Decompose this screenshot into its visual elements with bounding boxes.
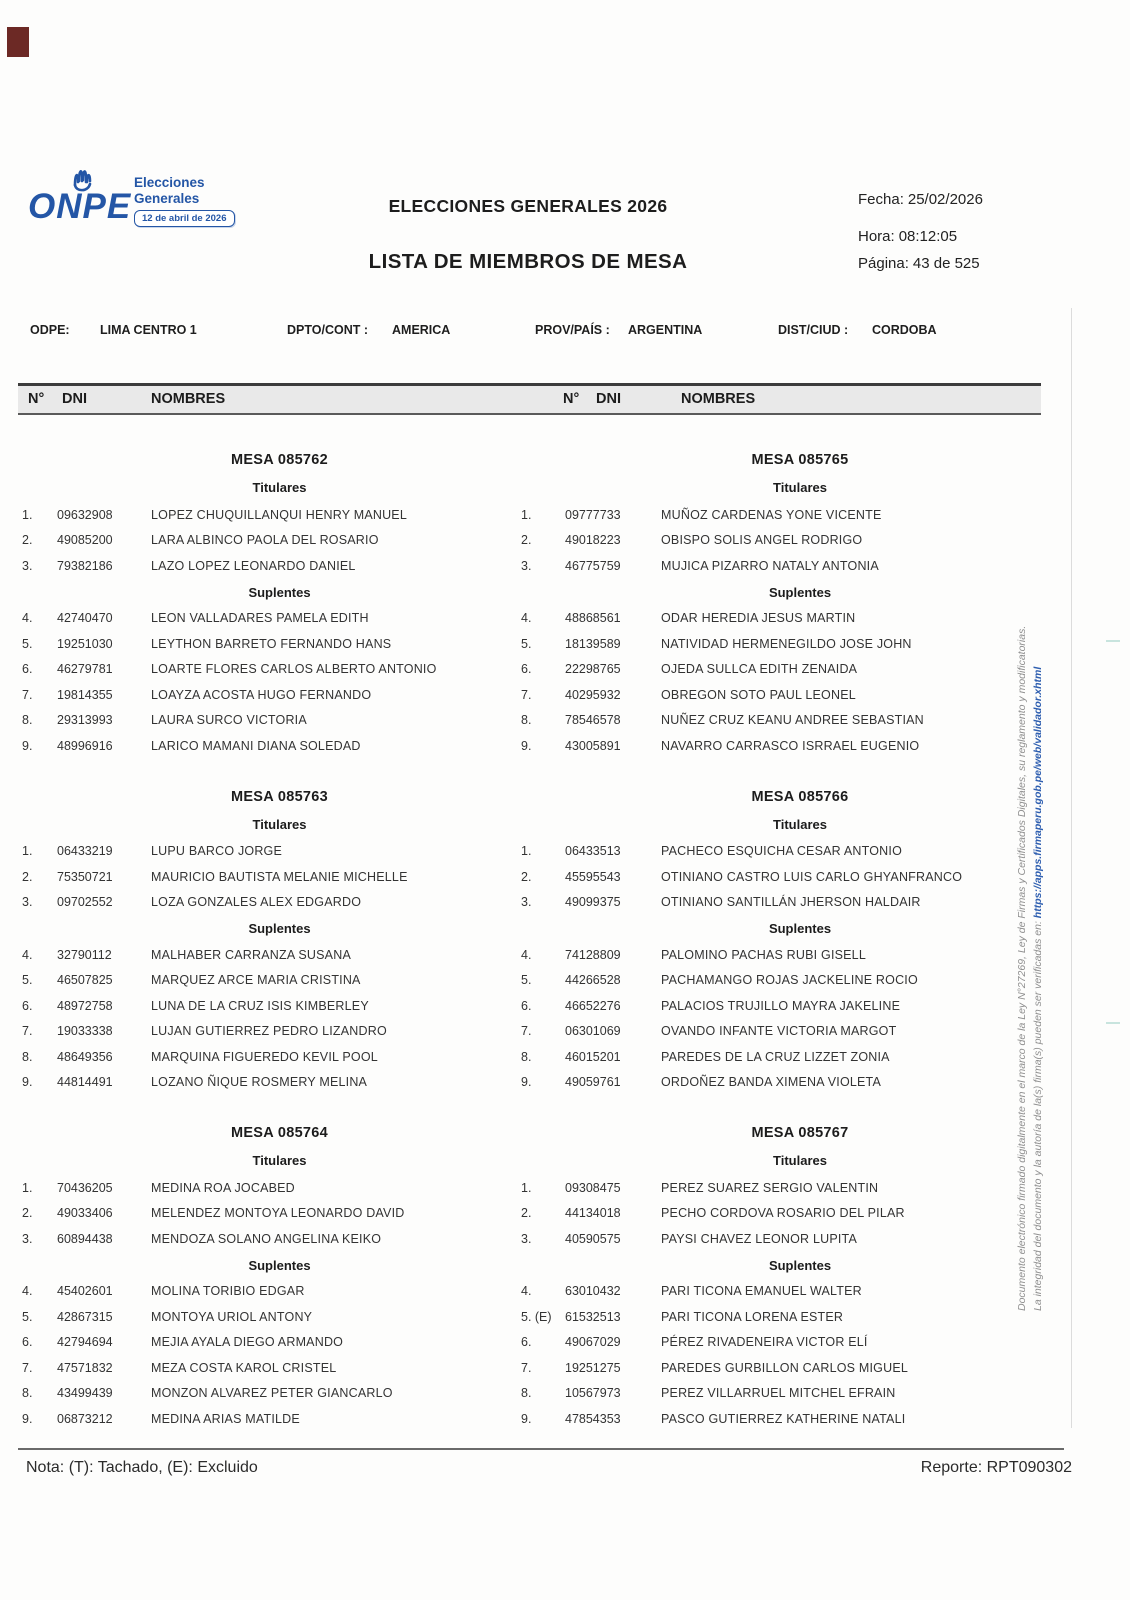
member-dni: 61532513 bbox=[565, 1309, 621, 1324]
col-header-dni-left: DNI bbox=[62, 391, 87, 407]
signature-note-line2 bbox=[1030, 553, 1046, 1311]
member-row bbox=[515, 553, 1041, 579]
member-number: 3. bbox=[521, 895, 532, 910]
member-row bbox=[18, 1355, 515, 1381]
member-dni: 49085200 bbox=[57, 533, 113, 548]
member-name: NUÑEZ CRUZ KEANU ANDREE SEBASTIAN bbox=[661, 713, 924, 728]
member-row bbox=[515, 733, 1041, 759]
member-name: LAURA SURCO VICTORIA bbox=[151, 713, 307, 728]
pagina-label: Página: bbox=[858, 255, 909, 272]
digital-signature-note bbox=[1014, 553, 1046, 1311]
member-row bbox=[18, 1304, 515, 1330]
titulares-label: Titulares bbox=[252, 1153, 307, 1168]
fecha-label: Fecha: bbox=[858, 191, 904, 208]
member-dni: 49067029 bbox=[565, 1335, 621, 1350]
titulares-label: Titulares bbox=[773, 480, 827, 495]
member-row bbox=[18, 1044, 515, 1070]
member-name: LAZO LOPEZ LEONARDO DANIEL bbox=[151, 558, 356, 573]
member-row bbox=[515, 631, 1041, 657]
col-header-nombres-left: NOMBRES bbox=[151, 391, 226, 407]
mesa-title: MESA 085766 bbox=[751, 788, 849, 805]
election-date-badge: 12 de abril de 2026 bbox=[134, 210, 235, 227]
member-name: MAURICIO BAUTISTA MELANIE MICHELLE bbox=[151, 869, 408, 884]
member-number: 4. bbox=[521, 947, 532, 962]
signature-note-line2-prefix: La integridad del documento y la autoría de la(s) firma(s) pueden ser verificadas en: bbox=[1032, 918, 1044, 1311]
member-number: 5. bbox=[22, 1309, 33, 1324]
member-number: 9. bbox=[22, 738, 33, 753]
member-number: 2. bbox=[22, 533, 33, 548]
member-dni: 19251275 bbox=[565, 1360, 621, 1375]
member-number: 9. bbox=[22, 1075, 33, 1090]
member-row bbox=[18, 606, 515, 632]
member-name: LOZA GONZALES ALEX EDGARDO bbox=[151, 895, 362, 910]
member-dni: 29313993 bbox=[57, 713, 113, 728]
member-name: PARI TICONA LORENA ESTER bbox=[661, 1309, 844, 1324]
scan-artifact-tick bbox=[1106, 1022, 1120, 1024]
titulares-label: Titulares bbox=[773, 1153, 827, 1168]
member-name: LARA ALBINCO PAOLA DEL ROSARIO bbox=[151, 533, 379, 548]
member-name: PECHO CORDOVA ROSARIO DEL PILAR bbox=[661, 1206, 905, 1221]
member-row bbox=[515, 657, 1041, 683]
member-row bbox=[515, 1355, 1041, 1381]
mesa-grid bbox=[18, 437, 1041, 1447]
member-row bbox=[18, 502, 515, 528]
member-name: MONTOYA URIOL ANTONY bbox=[151, 1309, 313, 1324]
col-header-nombres-right: NOMBRES bbox=[681, 391, 756, 407]
member-dni: 18139589 bbox=[565, 636, 621, 651]
validator-url: https://apps.firmaperu.gob.pe/web/validador.xhtml bbox=[1032, 666, 1044, 919]
suplentes-label: Suplentes bbox=[768, 1257, 832, 1273]
member-number: 5. (E) bbox=[521, 1309, 552, 1324]
member-row bbox=[18, 890, 515, 916]
member-number: 6. bbox=[22, 662, 33, 677]
member-dni: 75350721 bbox=[57, 869, 113, 884]
member-number: 4. bbox=[521, 611, 532, 626]
member-name: MARQUEZ ARCE MARIA CRISTINA bbox=[151, 973, 361, 988]
member-number: 3. bbox=[22, 895, 33, 910]
suplentes-label: Suplentes bbox=[248, 1257, 311, 1273]
member-row bbox=[515, 993, 1041, 1019]
scan-edge-line bbox=[1071, 308, 1072, 1428]
member-number: 1. bbox=[22, 844, 33, 859]
hora-line bbox=[858, 228, 1098, 245]
member-dni: 44266528 bbox=[565, 973, 621, 988]
member-dni: 46279781 bbox=[57, 662, 113, 677]
member-row bbox=[18, 1201, 515, 1227]
mesa-block-085764 bbox=[18, 1110, 515, 1432]
member-number: 5. bbox=[521, 636, 532, 651]
pagina-value: 43 de 525 bbox=[912, 255, 980, 272]
member-row bbox=[18, 1279, 515, 1305]
member-number: 1. bbox=[22, 1180, 33, 1195]
member-dni: 60894438 bbox=[57, 1231, 113, 1246]
member-number: 3. bbox=[22, 1231, 33, 1246]
member-name: LOARTE FLORES CARLOS ALBERTO ANTONIO bbox=[151, 662, 437, 677]
member-row bbox=[515, 528, 1041, 554]
member-number: 6. bbox=[521, 1335, 532, 1350]
suplentes-label: Suplentes bbox=[248, 584, 311, 600]
member-dni: 22298765 bbox=[565, 662, 621, 677]
member-name: OTINIANO CASTRO LUIS CARLO GHYANFRANCO bbox=[661, 869, 963, 884]
member-row bbox=[515, 1406, 1041, 1432]
member-row bbox=[18, 1330, 515, 1356]
member-dni: 45595543 bbox=[565, 869, 621, 884]
suplentes-label: Suplentes bbox=[768, 921, 832, 936]
mesa-block-085763 bbox=[18, 774, 515, 1096]
member-row bbox=[515, 1381, 1041, 1407]
member-name: MELENDEZ MONTOYA LEONARDO DAVID bbox=[151, 1206, 405, 1221]
mesa-title: MESA 085764 bbox=[230, 1125, 329, 1141]
fecha-value: 25/02/2026 bbox=[907, 191, 983, 208]
member-number: 7. bbox=[521, 1360, 532, 1375]
member-number: 9. bbox=[521, 1075, 532, 1090]
prov-label: PROV/PAÍS : bbox=[535, 323, 610, 337]
member-row bbox=[515, 1019, 1041, 1045]
member-dni: 32790112 bbox=[57, 947, 112, 962]
member-dni: 46775759 bbox=[565, 558, 621, 573]
mesa-block-085762 bbox=[18, 437, 515, 759]
member-dni: 40590575 bbox=[565, 1231, 621, 1246]
member-dni: 42740470 bbox=[57, 611, 113, 626]
pagina-line bbox=[858, 255, 1098, 272]
member-name: MALHABER CARRANZA SUSANA bbox=[151, 947, 351, 962]
dist-label: DIST/CIUD : bbox=[778, 323, 849, 337]
member-row bbox=[515, 942, 1041, 968]
member-name: MEDINA ARIAS MATILDE bbox=[151, 1411, 300, 1426]
member-number: 1. bbox=[521, 1180, 532, 1195]
member-dni: 10567973 bbox=[565, 1386, 621, 1401]
col-header-num-right: N° bbox=[563, 391, 580, 407]
member-row bbox=[18, 1406, 515, 1432]
mesa-block-085766 bbox=[515, 774, 1041, 1096]
member-name: PASCO GUTIERREZ KATHERINE NATALI bbox=[661, 1411, 906, 1426]
member-number: 3. bbox=[521, 558, 532, 573]
member-dni: 44814491 bbox=[57, 1075, 113, 1090]
member-number: 4. bbox=[22, 1284, 33, 1299]
member-name: MEDINA ROA JOCABED bbox=[151, 1180, 295, 1195]
member-dni: 09632908 bbox=[57, 507, 113, 522]
member-name: NAVARRO CARRASCO ISRRAEL EUGENIO bbox=[661, 738, 920, 753]
member-number: 6. bbox=[521, 662, 532, 677]
member-row bbox=[515, 864, 1041, 890]
member-dni: 49099375 bbox=[565, 895, 621, 910]
member-name: MOLINA TORIBIO EDGAR bbox=[151, 1284, 305, 1299]
member-dni: 09308475 bbox=[565, 1180, 621, 1195]
member-number: 7. bbox=[22, 687, 33, 702]
member-row bbox=[515, 606, 1041, 632]
dpto-value: AMERICA bbox=[392, 323, 451, 337]
member-name: PAREDES GURBILLON CARLOS MIGUEL bbox=[661, 1360, 909, 1375]
member-row bbox=[515, 890, 1041, 916]
member-row bbox=[18, 1070, 515, 1096]
member-row bbox=[18, 682, 515, 708]
member-dni: 49059761 bbox=[565, 1075, 621, 1090]
member-dni: 46015201 bbox=[565, 1049, 621, 1064]
member-number: 8. bbox=[22, 1049, 33, 1064]
page-title: LISTA DE MIEMBROS DE MESA bbox=[368, 250, 688, 273]
member-dni: 45402601 bbox=[57, 1284, 113, 1299]
member-row bbox=[515, 1330, 1041, 1356]
member-name: OTINIANO SANTILLÁN JHERSON HALDAIR bbox=[661, 895, 921, 910]
member-dni: 63010432 bbox=[565, 1284, 621, 1299]
member-name: LUPU BARCO JORGE bbox=[151, 844, 283, 859]
member-number: 7. bbox=[521, 1024, 532, 1039]
member-number: 7. bbox=[22, 1360, 33, 1375]
member-name: LUNA DE LA CRUZ ISIS KIMBERLEY bbox=[151, 998, 369, 1013]
member-name: LUJAN GUTIERREZ PEDRO LIZANDRO bbox=[151, 1024, 387, 1039]
member-name: LOZANO ÑIQUE ROSMERY MELINA bbox=[151, 1075, 368, 1090]
member-name: OBREGON SOTO PAUL LEONEL bbox=[661, 687, 856, 702]
scan-corner-mark bbox=[7, 27, 29, 57]
member-dni: 46652276 bbox=[565, 998, 621, 1013]
member-number: 6. bbox=[22, 1335, 33, 1350]
mesa-title: MESA 085763 bbox=[230, 788, 329, 805]
member-row bbox=[515, 1175, 1041, 1201]
member-dni: 19814355 bbox=[57, 687, 113, 702]
mesa-title: MESA 085762 bbox=[230, 452, 329, 468]
member-number: 3. bbox=[521, 1231, 532, 1246]
member-number: 8. bbox=[521, 1049, 532, 1064]
member-name: PACHAMANGO ROJAS JACKELINE ROCIO bbox=[661, 973, 918, 988]
member-number: 1. bbox=[521, 507, 532, 522]
member-row bbox=[18, 993, 515, 1019]
member-name: PÉREZ RIVADENEIRA VICTOR ELÍ bbox=[661, 1335, 868, 1350]
prov-value: ARGENTINA bbox=[628, 323, 703, 337]
member-number: 8. bbox=[521, 713, 532, 728]
member-name: PEREZ VILLARRUEL MITCHEL EFRAIN bbox=[661, 1386, 896, 1401]
member-number: 2. bbox=[22, 869, 33, 884]
member-name: PAYSI CHAVEZ LEONOR LUPITA bbox=[661, 1231, 857, 1246]
member-number: 4. bbox=[22, 947, 33, 962]
member-row bbox=[515, 502, 1041, 528]
member-row bbox=[18, 631, 515, 657]
member-dni: 43005891 bbox=[565, 738, 621, 753]
member-dni: 74128809 bbox=[565, 947, 621, 962]
member-row bbox=[18, 708, 515, 734]
member-number: 6. bbox=[521, 998, 532, 1013]
member-number: 9. bbox=[521, 1411, 532, 1426]
member-dni: 06433513 bbox=[565, 844, 621, 859]
member-name: PARI TICONA EMANUEL WALTER bbox=[661, 1284, 862, 1299]
member-name: MUÑOZ CARDENAS YONE VICENTE bbox=[661, 507, 882, 522]
member-row bbox=[18, 942, 515, 968]
member-number: 2. bbox=[521, 533, 532, 548]
onpe-brand: ONPE bbox=[28, 187, 132, 226]
member-number: 5. bbox=[521, 973, 532, 988]
member-number: 9. bbox=[521, 738, 532, 753]
member-row bbox=[18, 864, 515, 890]
member-row bbox=[18, 528, 515, 554]
member-row bbox=[18, 733, 515, 759]
suplentes-label: Suplentes bbox=[768, 584, 832, 600]
member-number: 4. bbox=[521, 1284, 532, 1299]
member-number: 9. bbox=[22, 1411, 33, 1426]
member-number: 8. bbox=[22, 1386, 33, 1401]
member-dni: 48996916 bbox=[57, 738, 113, 753]
member-row bbox=[18, 1226, 515, 1252]
scan-artifact-tick bbox=[1106, 640, 1120, 642]
col-header-dni-right: DNI bbox=[596, 391, 621, 407]
member-dni: 19033338 bbox=[57, 1024, 113, 1039]
member-number: 3. bbox=[22, 558, 33, 573]
member-dni: 79382186 bbox=[57, 558, 113, 573]
member-number: 5. bbox=[22, 636, 33, 651]
member-row bbox=[18, 968, 515, 994]
mesa-title: MESA 085765 bbox=[751, 452, 849, 468]
member-name: LARICO MAMANI DIANA SOLEDAD bbox=[151, 738, 361, 753]
hora-value: 08:12:05 bbox=[898, 228, 958, 245]
member-name: ORDOÑEZ BANDA XIMENA VIOLETA bbox=[661, 1075, 881, 1090]
fecha-line bbox=[858, 191, 1098, 208]
table-header-band bbox=[18, 383, 1041, 415]
suplentes-label: Suplentes bbox=[248, 921, 311, 936]
report-code: Reporte: RPT090302 bbox=[920, 1459, 1072, 1476]
member-number: 8. bbox=[521, 1386, 532, 1401]
member-name: LEON VALLADARES PAMELA EDITH bbox=[151, 611, 369, 626]
member-name: PACHECO ESQUICHA CESAR ANTONIO bbox=[661, 844, 903, 859]
member-dni: 48972758 bbox=[57, 998, 113, 1013]
member-row bbox=[18, 553, 515, 579]
footer-note: Nota: (T): Tachado, (E): Excluido bbox=[26, 1459, 258, 1476]
titulares-label: Titulares bbox=[773, 816, 827, 832]
member-dni: 43499439 bbox=[57, 1386, 113, 1401]
member-name: MEJIA AYALA DIEGO ARMANDO bbox=[151, 1335, 344, 1350]
member-dni: 09777733 bbox=[565, 507, 621, 522]
member-number: 1. bbox=[521, 844, 532, 859]
member-number: 4. bbox=[22, 611, 33, 626]
member-number: 2. bbox=[22, 1206, 33, 1221]
member-number: 1. bbox=[22, 507, 33, 522]
mesa-block-085765 bbox=[515, 437, 1041, 759]
member-dni: 06301069 bbox=[565, 1024, 621, 1039]
member-number: 2. bbox=[521, 1206, 532, 1221]
member-name: MONZON ALVAREZ PETER GIANCARLO bbox=[151, 1386, 393, 1401]
member-row bbox=[515, 1304, 1041, 1330]
member-row bbox=[18, 1381, 515, 1407]
member-number: 5. bbox=[22, 973, 33, 988]
member-row bbox=[515, 968, 1041, 994]
member-dni: 46507825 bbox=[57, 973, 113, 988]
member-name: ODAR HEREDIA JESUS MARTIN bbox=[661, 611, 856, 626]
mesa-title: MESA 085767 bbox=[751, 1125, 849, 1141]
member-dni: 49033406 bbox=[57, 1206, 113, 1221]
member-row bbox=[18, 657, 515, 683]
titulares-label: Titulares bbox=[252, 816, 307, 832]
member-name: OBISPO SOLIS ANGEL RODRIGO bbox=[661, 533, 863, 548]
member-dni: 48868561 bbox=[565, 611, 621, 626]
logo-tagline-line2: Generales bbox=[134, 191, 200, 206]
member-row bbox=[515, 1070, 1041, 1096]
member-row bbox=[515, 839, 1041, 865]
odpe-label: ODPE: bbox=[30, 323, 70, 337]
member-dni: 42867315 bbox=[57, 1309, 113, 1324]
member-row bbox=[515, 1201, 1041, 1227]
member-dni: 44134018 bbox=[565, 1206, 621, 1221]
member-row bbox=[18, 1019, 515, 1045]
member-name: MUJICA PIZARRO NATALY ANTONIA bbox=[661, 558, 879, 573]
member-dni: 19251030 bbox=[57, 636, 113, 651]
member-dni: 70436205 bbox=[57, 1180, 113, 1195]
member-dni: 78546578 bbox=[565, 713, 621, 728]
member-dni: 42794694 bbox=[57, 1335, 113, 1350]
member-row bbox=[18, 1175, 515, 1201]
member-dni: 47854353 bbox=[565, 1411, 621, 1426]
member-name: MENDOZA SOLANO ANGELINA KEIKO bbox=[151, 1231, 382, 1246]
member-name: NATIVIDAD HERMENEGILDO JOSE JOHN bbox=[661, 636, 912, 651]
report-title: ELECCIONES GENERALES 2026 bbox=[388, 196, 668, 216]
member-row bbox=[515, 708, 1041, 734]
member-name: OJEDA SULLCA EDITH ZENAIDA bbox=[661, 662, 858, 677]
logo-tagline-line1: Elecciones bbox=[134, 175, 205, 190]
member-name: PAREDES DE LA CRUZ LIZZET ZONIA bbox=[661, 1049, 890, 1064]
titulares-label: Titulares bbox=[252, 480, 307, 495]
odpe-value: LIMA CENTRO 1 bbox=[100, 323, 197, 337]
dist-value: CORDOBA bbox=[872, 323, 937, 337]
signature-note-line1: Documento electrónico firmado digitalmente en el marco de la Ley N°27269, Ley de Firmas y Certificados Digitales, su reglamento y modificatorias. bbox=[1016, 625, 1028, 1311]
member-dni: 47571832 bbox=[57, 1360, 113, 1375]
member-number: 7. bbox=[521, 687, 532, 702]
member-name: LOAYZA ACOSTA HUGO FERNANDO bbox=[151, 687, 372, 702]
member-name: LOPEZ CHUQUILLANQUI HENRY MANUEL bbox=[151, 507, 407, 522]
member-dni: 48649356 bbox=[57, 1049, 113, 1064]
member-row bbox=[18, 839, 515, 865]
member-number: 6. bbox=[22, 998, 33, 1013]
dpto-label: DPTO/CONT : bbox=[287, 323, 369, 337]
footer-divider bbox=[18, 1448, 1064, 1450]
member-name: PALOMINO PACHAS RUBI GISELL bbox=[661, 947, 866, 962]
member-number: 7. bbox=[22, 1024, 33, 1039]
hora-label: Hora: bbox=[858, 228, 895, 245]
member-name: MARQUINA FIGUEREDO KEVIL POOL bbox=[151, 1049, 378, 1064]
member-number: 2. bbox=[521, 869, 532, 884]
member-row bbox=[515, 1044, 1041, 1070]
member-name: PEREZ SUAREZ SERGIO VALENTIN bbox=[661, 1180, 879, 1195]
member-name: PALACIOS TRUJILLO MAYRA JAKELINE bbox=[661, 998, 901, 1013]
member-dni: 40295932 bbox=[565, 687, 621, 702]
member-dni: 06433219 bbox=[57, 844, 113, 859]
member-dni: 06873212 bbox=[57, 1411, 113, 1426]
member-dni: 09702552 bbox=[57, 895, 113, 910]
member-number: 8. bbox=[22, 713, 33, 728]
member-name: MEZA COSTA KAROL CRISTEL bbox=[151, 1360, 337, 1375]
member-row bbox=[515, 682, 1041, 708]
member-row bbox=[515, 1279, 1041, 1305]
member-name: LEYTHON BARRETO FERNANDO HANS bbox=[151, 636, 392, 651]
member-dni: 49018223 bbox=[565, 533, 621, 548]
member-name: OVANDO INFANTE VICTORIA MARGOT bbox=[661, 1024, 897, 1039]
mesa-block-085767 bbox=[515, 1110, 1041, 1432]
col-header-num-left: N° bbox=[28, 391, 45, 407]
member-row bbox=[515, 1226, 1041, 1252]
